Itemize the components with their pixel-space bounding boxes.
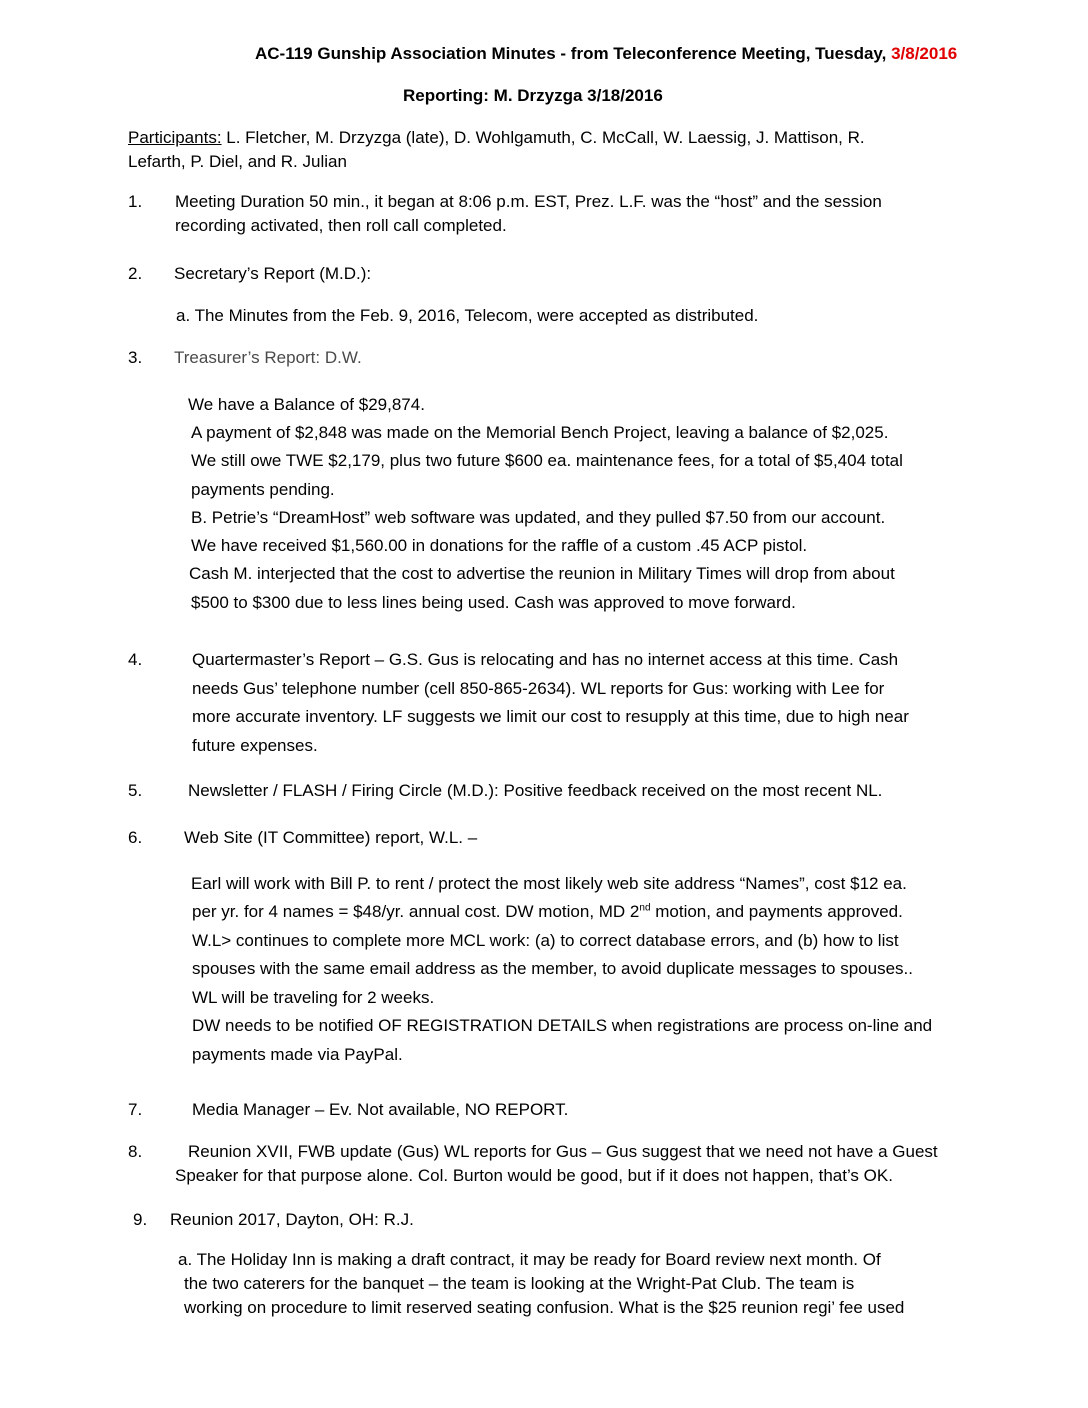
item-4-number: 4. [128,650,143,669]
web-site-line [192,898,903,926]
web-site-line: spouses with the same email address as the member, to avoid duplicate messages to spouses.. [192,959,913,978]
item-2-heading: Secretary’s Report (M.D.): [174,264,372,283]
reunion-line: working on procedure to limit reserved seating confusion. What is the $25 reunion regi’ fee used [184,1298,905,1317]
item-8-text-cont: Speaker for that purpose alone. Col. Burton would be good, but if it does not happen, that’s OK. [175,1166,893,1185]
reunion-line: the two caterers for the banquet – the team is looking at the Wright-Pat Club. The team is [184,1274,855,1293]
quartermaster-line: Quartermaster’s Report – G.S. Gus is relocating and has no internet access at this time. Cash [192,650,899,669]
treasurer-line: Cash M. interjected that the cost to advertise the reunion in Military Times will drop from about [189,564,895,583]
participants-line-2: Lefarth, P. Diel, and R. Julian [128,152,347,171]
reporting-line: Reporting: M. Drzyzga 3/18/2016 [403,86,663,105]
item-5-number: 5. [128,781,143,800]
treasurer-line: A payment of $2,848 was made on the Memorial Bench Project, leaving a balance of $2,025. [191,423,889,442]
web-site-line: WL will be traveling for 2 weeks. [192,988,435,1007]
item-3-number: 3. [128,348,143,367]
participants-label: Participants: [128,128,222,147]
item-7-number: 7. [128,1100,143,1119]
item-6-number: 6. [128,828,143,847]
web-site-line-part: per yr. for 4 names = $48/yr. annual cost. DW motion, MD 2 [192,902,640,921]
item-6-heading: Web Site (IT Committee) report, W.L. – [184,828,478,847]
quartermaster-line: future expenses. [192,736,318,755]
item-2-sub-a: a. The Minutes from the Feb. 9, 2016, Telecom, were accepted as distributed. [176,306,759,325]
document-title [255,40,957,68]
quartermaster-line: needs Gus’ telephone number (cell 850-865-2634). WL reports for Gus: working with Lee for [192,679,885,698]
ordinal-suffix: nd [639,902,651,914]
item-1-text-cont: recording activated, then roll call completed. [175,216,507,235]
web-site-line-part: motion, and payments approved. [650,902,903,921]
item-8-number: 8. [128,1142,143,1161]
treasurer-line: payments pending. [191,480,335,499]
treasurer-line: We still owe TWE $2,179, plus two future $600 ea. maintenance fees, for a total of $5,404 total [191,451,903,470]
treasurer-line: B. Petrie’s “DreamHost” web software was updated, and they pulled $7.50 from our account. [191,508,886,527]
treasurer-line: $500 to $300 due to less lines being used. Cash was approved to move forward. [191,593,796,612]
item-7-text: Media Manager – Ev. Not available, NO REPORT. [192,1100,569,1119]
web-site-line: payments made via PayPal. [192,1045,403,1064]
item-9-heading: Reunion 2017, Dayton, OH: R.J. [170,1210,414,1229]
reunion-line: a. The Holiday Inn is making a draft contract, it may be ready for Board review next month. Of [178,1250,881,1269]
treasurer-line: We have a Balance of $29,874. [188,395,425,414]
web-site-line: DW needs to be notified OF REGISTRATION DETAILS when registrations are process on-line and [192,1016,933,1035]
web-site-line: Earl will work with Bill P. to rent / protect the most likely web site address “Names”, cost $12 ea. [191,874,907,893]
item-1-text: Meeting Duration 50 min., it began at 8:06 p.m. EST, Prez. L.F. was the “host” and the session [175,192,882,211]
quartermaster-line: more accurate inventory. LF suggests we limit our cost to resupply at this time, due to high near [192,707,909,726]
item-3-heading: Treasurer’s Report: D.W. [174,348,362,367]
item-8-text: Reunion XVII, FWB update (Gus) WL reports for Gus – Gus suggest that we need not have a Guest [188,1142,938,1161]
title-text: AC-119 Gunship Association Minutes - from Teleconference Meeting, Tuesday, [255,44,892,63]
item-1-number: 1. [128,192,143,211]
web-site-line: W.L> continues to complete more MCL work: (a) to correct database errors, and (b) how to list [192,931,899,950]
item-5-text: Newsletter / FLASH / Firing Circle (M.D.): Positive feedback received on the most recent NL. [188,781,883,800]
item-2-number: 2. [128,264,143,283]
meeting-date: 3/8/2016 [891,44,958,63]
participants-names: L. Fletcher, M. Drzyzga (late), D. Wohlgamuth, C. McCall, W. Laessig, J. Mattison, R. [221,128,865,147]
item-9-number: 9. [133,1210,148,1229]
treasurer-line: We have received $1,560.00 in donations for the raffle of a custom .45 ACP pistol. [191,536,808,555]
